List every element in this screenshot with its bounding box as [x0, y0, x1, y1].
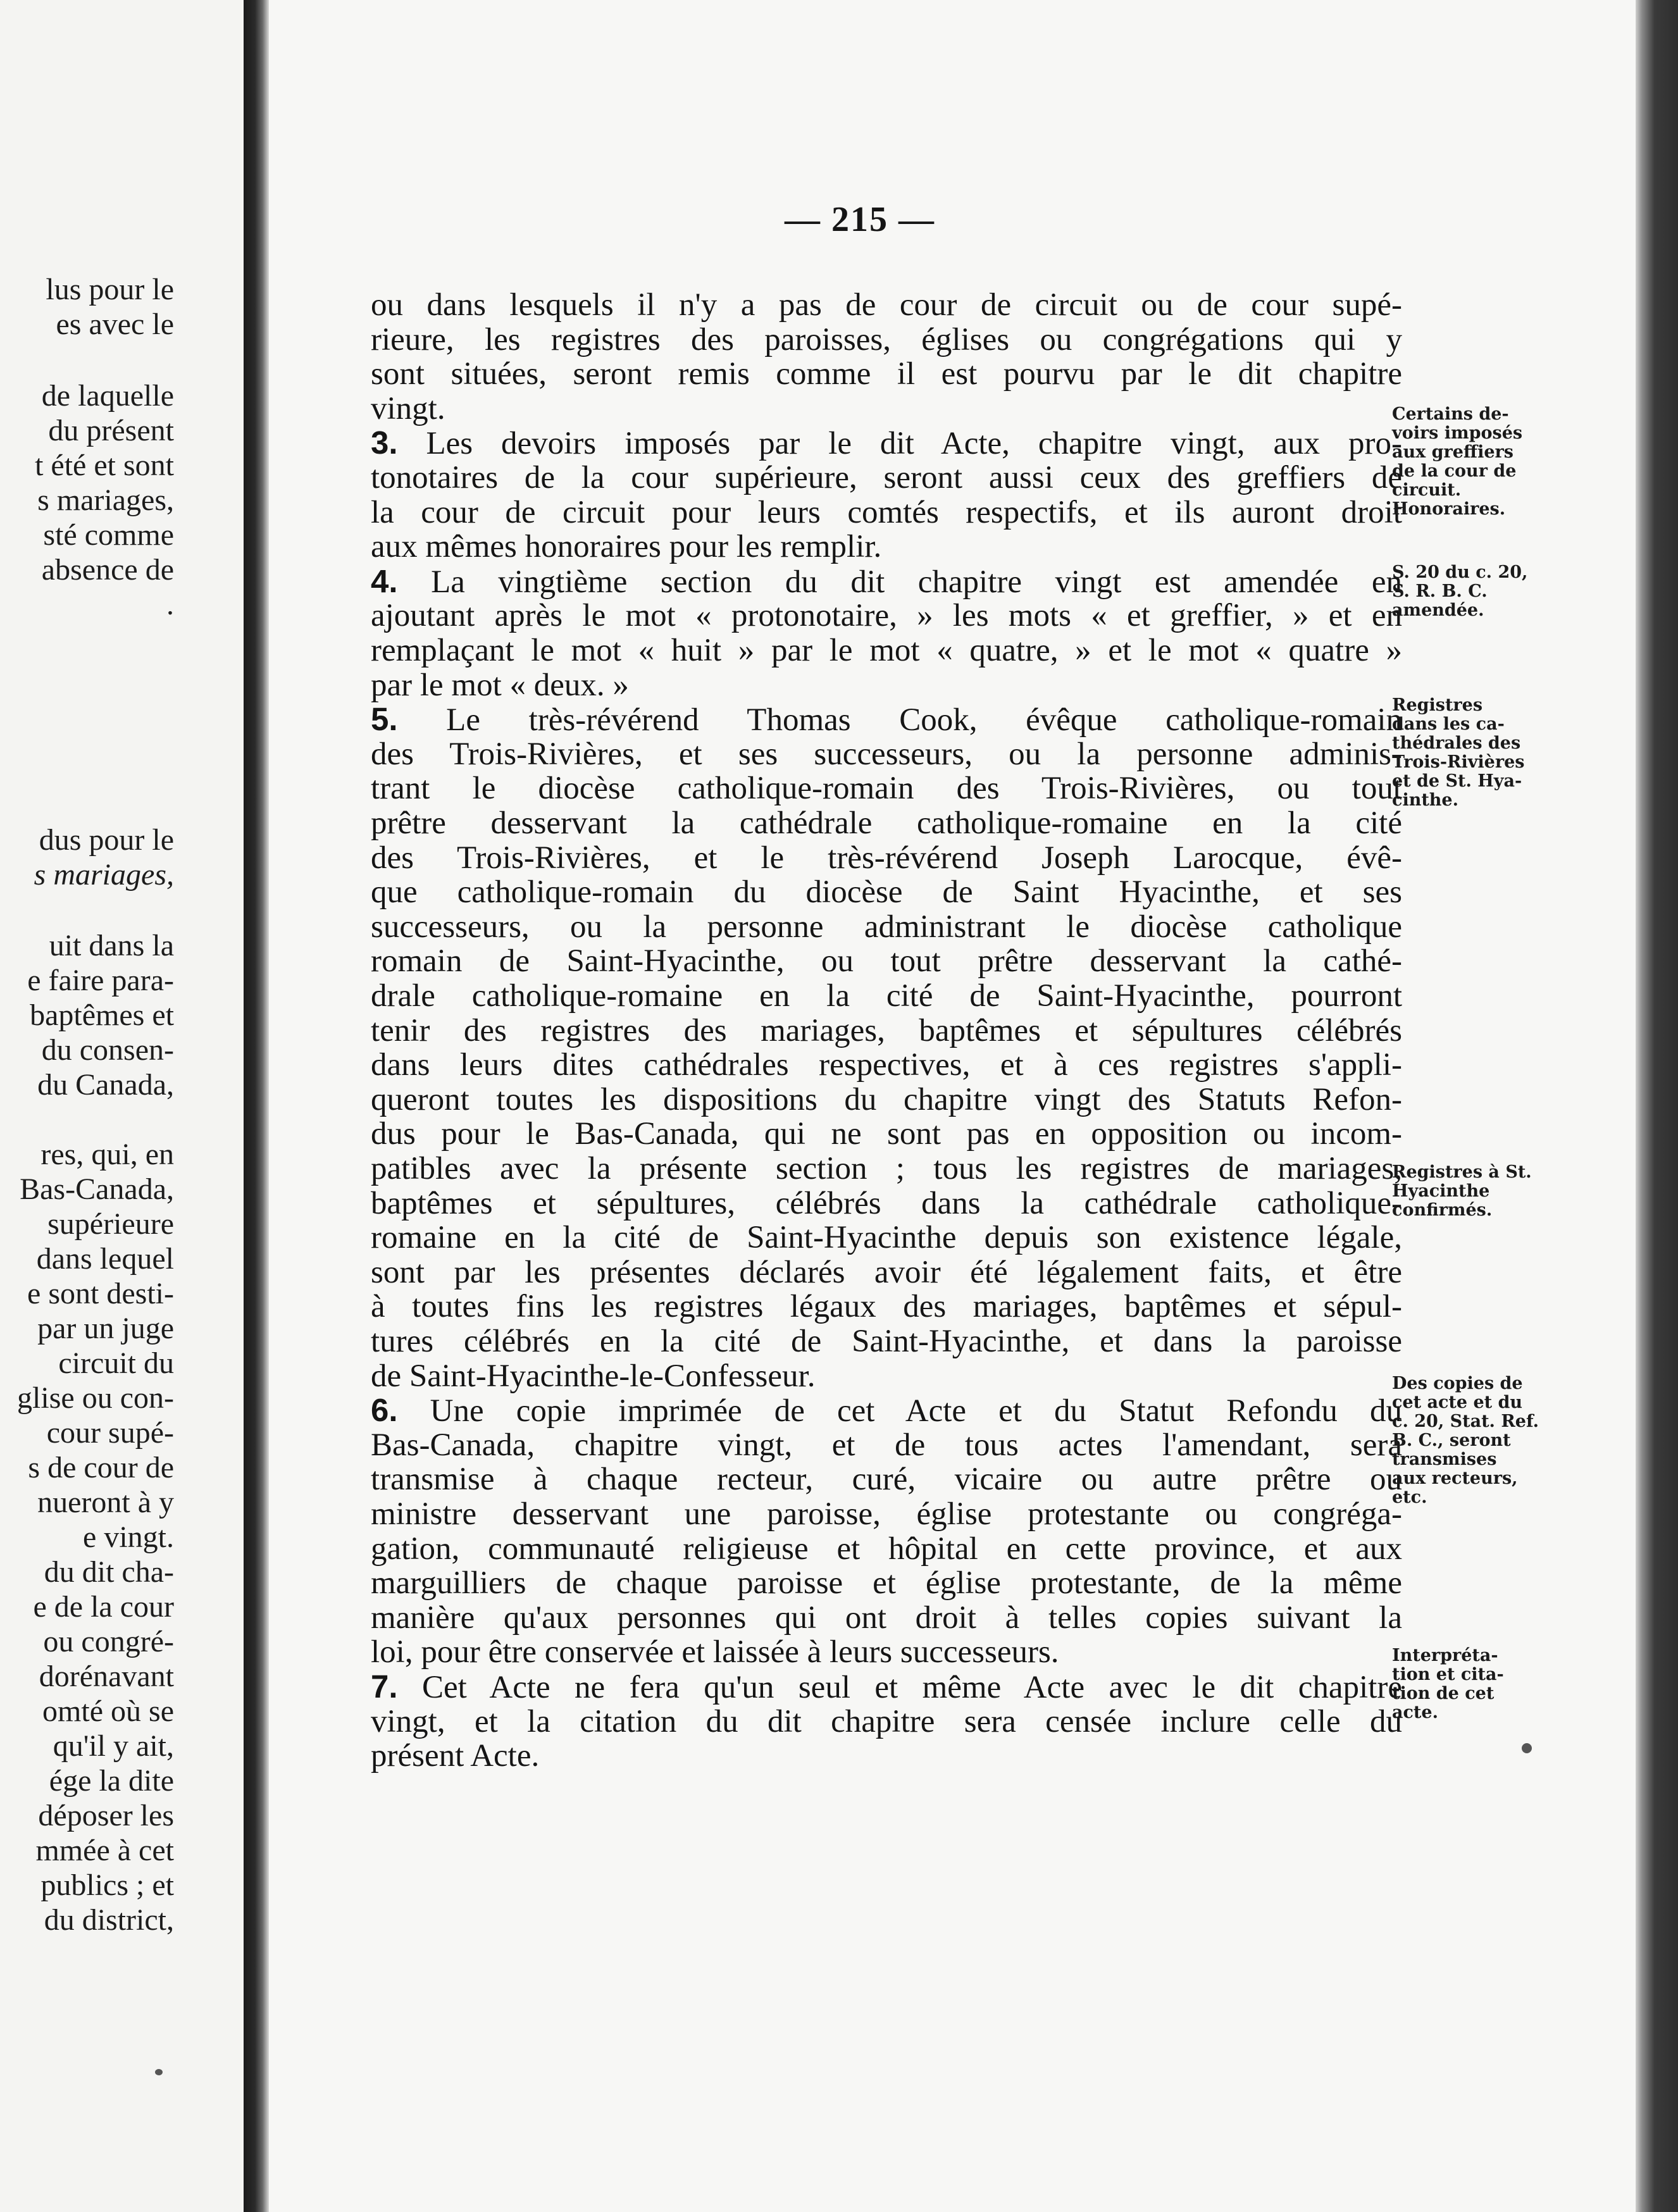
body-line: vingt, et la citation du dit chapitre sera censée inclure celle du — [371, 1703, 1402, 1739]
margin-note-line: acte. — [1392, 1703, 1438, 1722]
margin-note-line: amendée. — [1392, 600, 1484, 620]
body-line: dus pour le Bas-Canada, qui ne sont pas en opposition ou incom- — [371, 1116, 1402, 1152]
left-page-line: sté comme — [43, 518, 174, 552]
left-page-line: mmée à cet — [35, 1834, 174, 1867]
margin-note-line: de la cour de — [1392, 461, 1517, 481]
body-line: baptêmes et sépultures, célébrés dans la cathédrale catholique- — [371, 1185, 1402, 1221]
left-page-line: . — [166, 588, 174, 621]
body-line: présent Acte. — [371, 1738, 540, 1774]
margin-note-line: aux greffiers — [1392, 442, 1513, 462]
left-page-line: s mariages, — [34, 858, 174, 892]
margin-note-line: Interpréta- — [1392, 1646, 1498, 1665]
body-line-text: Cet Acte ne fera qu'un seul et même Acte avec le dit chapitre — [397, 1670, 1402, 1705]
body-line — [371, 426, 1402, 461]
left-page-line: du district, — [44, 1903, 174, 1937]
left-page-line: publics ; et — [40, 1868, 174, 1902]
margin-note-line: voirs imposés — [1392, 423, 1523, 443]
body-line: dans leurs dites cathédrales respectives, et à ces registres s'appli- — [371, 1047, 1402, 1083]
left-page-line: supérieure — [47, 1207, 174, 1241]
body-line: romain de Saint-Hyacinthe, ou tout prêtre desservant la cathé- — [371, 943, 1402, 979]
left-page-line: du Canada, — [37, 1068, 174, 1102]
left-page-line: t été et sont — [35, 449, 174, 482]
margin-note — [1392, 696, 1582, 810]
section-number: 7. — [371, 1668, 398, 1705]
body-line: de Saint-Hyacinthe-le-Confesseur. — [371, 1358, 816, 1394]
margin-note-line: Honoraires. — [1392, 499, 1506, 519]
margin-note-line: Certains de- — [1392, 404, 1509, 424]
left-page-line: s mariages, — [37, 483, 174, 517]
body-line: ministre desservant une paroisse, église protestante ou congréga- — [371, 1496, 1402, 1532]
left-page-line: lus pour le — [46, 273, 174, 306]
left-page-line: s de cour de — [28, 1451, 174, 1484]
body-line: sont par les présentes déclarés avoir été légalement faits, et être — [371, 1254, 1402, 1290]
body-line: drale catholique-romaine en la cité de Saint-Hyacinthe, pourront — [371, 978, 1402, 1014]
left-page-line: par un juge — [37, 1312, 174, 1345]
margin-note — [1392, 405, 1582, 519]
left-page-line: dans lequel — [36, 1242, 174, 1276]
body-line: des Trois-Rivières, et ses successeurs, ou la personne adminis- — [371, 736, 1402, 772]
body-line-text: Le très-révérend Thomas Cook, évêque catholique-romain — [397, 702, 1402, 738]
left-page-line: du consen- — [41, 1033, 174, 1067]
body-line: transmise à chaque recteur, curé, vicaire ou autre prêtre ou — [371, 1462, 1402, 1498]
margin-note-line: Des copies de — [1392, 1374, 1523, 1393]
body-line: aux mêmes honoraires pour les remplir. — [371, 529, 882, 565]
left-page-line: dorénavant — [39, 1660, 174, 1693]
margin-note — [1392, 1163, 1582, 1220]
left-page-line: ou congré- — [43, 1625, 174, 1658]
body-line: loi, pour être conservée et laissée à leurs successeurs. — [371, 1634, 1059, 1670]
margin-note-line: aux recteurs, — [1392, 1469, 1518, 1488]
body-line — [371, 564, 1402, 599]
left-page-line: omté où se — [42, 1694, 174, 1728]
body-line: romaine en la cité de Saint-Hyacinthe depuis son existence légale, — [371, 1220, 1402, 1256]
body-line: patibles avec la présente section ; tous les registres de mariages, — [371, 1151, 1402, 1186]
margin-note-line: S. 20 du c. 20, — [1392, 562, 1528, 582]
left-page-line: res, qui, en — [40, 1138, 174, 1171]
body-line: à toutes fins les registres légaux des mariages, baptêmes et sépul- — [371, 1289, 1402, 1325]
margin-note-line: Trois-Rivières — [1392, 752, 1525, 772]
left-page-line: e sont desti- — [27, 1277, 174, 1310]
body-line: que catholique-romain du diocèse de Saint Hyacinthe, et ses — [371, 874, 1402, 910]
margin-note-line: c. 20, Stat. Ref. — [1392, 1412, 1539, 1431]
left-page-line: es avec le — [56, 308, 174, 341]
left-page-line: du dit cha- — [44, 1555, 174, 1589]
margin-note-line: tion et cita- — [1392, 1665, 1504, 1684]
body-line: la cour de circuit pour leurs comtés respectifs, et ils auront droit — [371, 494, 1402, 530]
margin-note-line: thédrales des — [1392, 733, 1521, 753]
body-line: ajoutant après le mot « protonotaire, » les mots « et greffier, » et en — [371, 598, 1402, 634]
body-line: tures célébrés en la cité de Saint-Hyacinthe, et dans la paroisse — [371, 1324, 1402, 1359]
body-line: trant le diocèse catholique-romain des Trois-Rivières, ou tout — [371, 771, 1402, 807]
left-page-line: e faire para- — [27, 964, 174, 997]
body-line: gation, communauté religieuse et hôpital en cette province, et aux — [371, 1531, 1402, 1567]
body-line: vingt. — [371, 390, 445, 426]
left-page-line: e de la cour — [33, 1590, 174, 1624]
margin-note-line: tion de cet — [1392, 1684, 1495, 1703]
left-page-line: glise ou con- — [17, 1381, 174, 1415]
section-number: 4. — [371, 562, 398, 599]
left-page-line: qu'il y ait, — [53, 1729, 174, 1763]
body-line: remplaçant le mot « huit » par le mot « quatre, » et le mot « quatre » — [371, 633, 1402, 668]
section-number: 3. — [371, 425, 398, 461]
margin-note-line: etc. — [1392, 1488, 1427, 1507]
left-page-line: ége la dite — [49, 1764, 174, 1798]
body-line — [371, 1393, 1402, 1428]
ink-speck — [155, 2069, 163, 2075]
body-line: par le mot « deux. » — [371, 667, 629, 703]
page-number: — 215 — — [785, 200, 935, 239]
body-line: Bas-Canada, chapitre vingt, et de tous actes l'amendant, sera — [371, 1427, 1402, 1463]
margin-note-line: S. R. B. C. — [1392, 581, 1488, 601]
margin-note — [1392, 1646, 1582, 1722]
body-line: tenir des registres des mariages, baptêmes et sépultures célébrés — [371, 1012, 1402, 1048]
margin-note-line: et de St. Hya- — [1392, 771, 1522, 791]
body-line: sont situées, seront remis comme il est pourvu par le dit chapitre — [371, 356, 1402, 392]
margin-note — [1392, 1374, 1582, 1507]
left-page-line: baptêmes et — [30, 998, 174, 1032]
left-page-line: Bas-Canada, — [20, 1172, 174, 1206]
margin-note-line: confirmés. — [1392, 1200, 1493, 1220]
margin-note — [1392, 563, 1582, 620]
body-line-text: Les devoirs imposés par le dit Acte, chapitre vingt, aux pro- — [397, 426, 1402, 462]
left-page-line: nueront à y — [37, 1486, 174, 1519]
margin-note-line: circuit. — [1392, 480, 1462, 500]
margin-note-line: B. C., seront — [1392, 1431, 1511, 1450]
body-line — [371, 702, 1402, 737]
margin-note-line: Registres à St. — [1392, 1162, 1532, 1182]
left-page-line: circuit du — [58, 1346, 174, 1380]
margin-note-line: Hyacinthe — [1392, 1181, 1490, 1201]
body-line: marguilliers de chaque paroisse et église protestante, de la même — [371, 1565, 1402, 1601]
body-line: queront toutes les dispositions du chapitre vingt des Statuts Refon- — [371, 1081, 1402, 1117]
body-line: rieure, les registres des paroisses, églises ou congrégations qui y — [371, 321, 1402, 357]
left-page-line: déposer les — [38, 1799, 174, 1832]
body-line: prêtre desservant la cathédrale catholique-romaine en la cité — [371, 805, 1402, 841]
left-page-line: absence de — [41, 553, 174, 587]
margin-note-line: cet acte et du — [1392, 1393, 1523, 1412]
body-line: manière qu'aux personnes qui ont droit à telles copies suivant la — [371, 1600, 1402, 1636]
left-page-line: dus pour le — [39, 823, 174, 857]
page-edge — [1636, 0, 1678, 2212]
body-line: ou dans lesquels il n'y a pas de cour de circuit ou de cour supé- — [371, 287, 1402, 323]
left-page-line: du présent — [48, 414, 174, 447]
left-page-line: cour supé- — [46, 1416, 174, 1450]
body-line: des Trois-Rivières, et le très-révérend Joseph Larocque, évê- — [371, 840, 1402, 876]
left-page-line: de laquelle — [41, 379, 174, 413]
body-line: tonotaires de la cour supérieure, seront aussi ceux des greffiers de — [371, 460, 1402, 495]
book-gutter — [244, 0, 269, 2212]
body-line: successeurs, ou la personne administrant le diocèse catholique — [371, 909, 1402, 945]
margin-note-line: cinthe. — [1392, 790, 1459, 810]
margin-note-line: Registres — [1392, 695, 1483, 715]
left-facing-page — [0, 0, 244, 2212]
body-line — [371, 1670, 1402, 1705]
body-line-text: La vingtième section du dit chapitre vingt est amendée en — [397, 564, 1402, 600]
margin-note-line: dans les ca- — [1392, 714, 1505, 734]
body-line-text: Une copie imprimée de cet Acte et du Statut Refondu du — [397, 1393, 1402, 1429]
left-page-line: uit dans la — [49, 929, 174, 962]
ink-speck — [1522, 1743, 1532, 1753]
margin-note-line: transmises — [1392, 1450, 1497, 1469]
section-number: 6. — [371, 1392, 398, 1429]
left-page-line: e vingt. — [83, 1520, 174, 1554]
section-number: 5. — [371, 701, 398, 738]
